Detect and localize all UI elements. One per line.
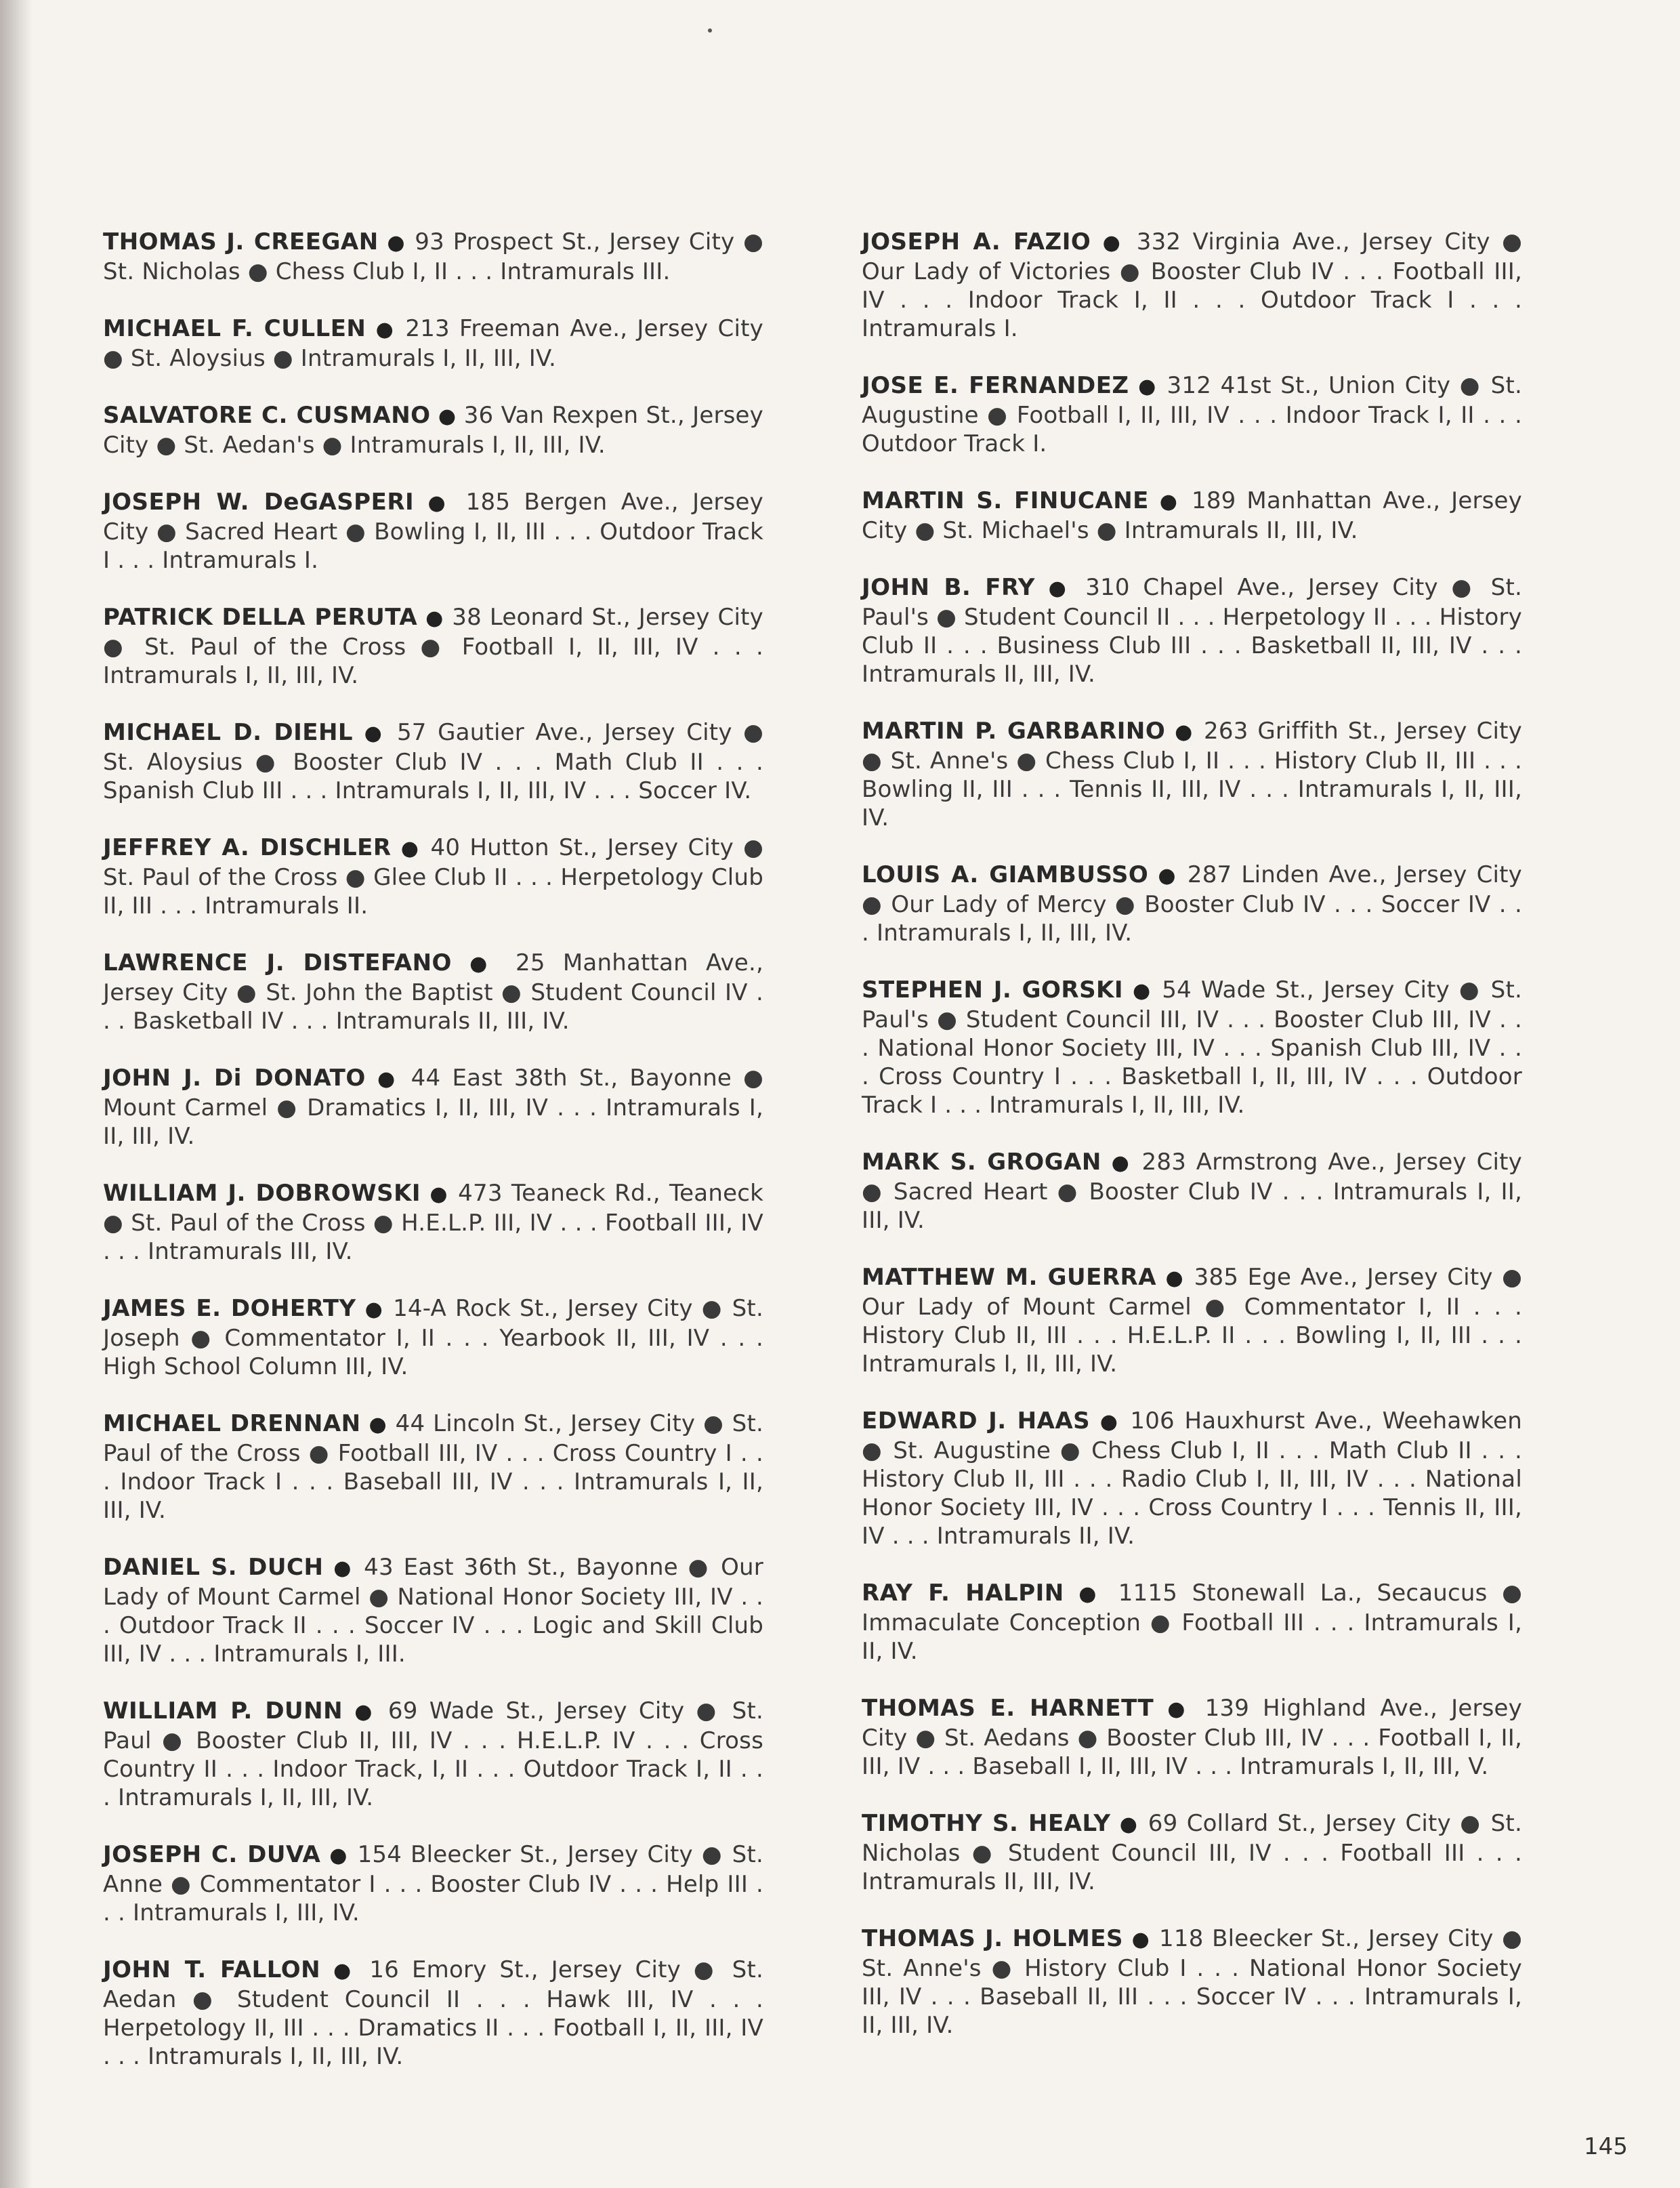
student-name: THOMAS J. HOLMES [862, 1925, 1124, 1952]
student-entry [862, 371, 1522, 458]
student-name: MICHAEL D. DIEHL [103, 719, 354, 746]
student-details: 69 Wade St., Jersey City ● St. Paul ● Booster Club II, III, IV . . . H.E.L.P. IV . . . Cross Country II . . . Indoor Track, I, II . . . Outdoor Track I, II . . . Intramurals I, II, III, IV. [103, 1697, 763, 1811]
student-name: WILLIAM J. DOBROWSKI [103, 1180, 421, 1207]
bullet-icon: ● [400, 837, 421, 861]
bullet-icon: ● [364, 1298, 385, 1321]
page-number: 145 [1584, 2133, 1628, 2160]
bullet-icon: ● [354, 1700, 377, 1724]
student-details: 40 Hutton St., Jersey City ● St. Paul of the Cross ● Glee Club II . . . Herpetology Club II, III . . . Intramurals II. [103, 834, 763, 920]
student-details: 310 Chapel Ave., Jersey City ● St. Paul's ● Student Council II . . . Herpetology II . . . History Club II . . . Business Club III . . . Basketball II, III, IV . . . Intramurals II, III, IV. [862, 574, 1522, 688]
bullet-icon: ● [387, 231, 406, 255]
student-details: 14-A Rock St., Jersey City ● St. Joseph ● Commentator I, II . . . Yearbook II, III, IV . . . High School Column III, IV. [103, 1295, 763, 1380]
student-name: STEPHEN J. GORSKI [862, 976, 1124, 1004]
student-entry [103, 314, 763, 373]
student-details: 287 Linden Ave., Jersey City ● Our Lady of Mercy ● Booster Club IV . . . Soccer IV . . . Intramurals I, II, III, IV. [862, 861, 1523, 947]
bullet-icon: ● [438, 405, 457, 428]
student-entry [103, 1409, 763, 1525]
student-entry [103, 1064, 763, 1151]
student-entry [862, 1148, 1522, 1235]
student-details: 263 Griffith St., Jersey City ● St. Anne's ● Chess Club I, II . . . History Club II, III . . . Bowling II, III . . . Tennis II, III, IV . . . Intramurals I, II, III, IV. [862, 718, 1522, 831]
bullet-icon: ● [377, 1067, 400, 1091]
student-entry [103, 488, 763, 575]
student-name: JEFFREY A. DISCHLER [103, 834, 392, 861]
bullet-icon: ● [369, 1413, 387, 1437]
bullet-icon: ● [1099, 1410, 1120, 1434]
student-details: 38 Leonard St., Jersey City ● St. Paul of the Cross ● Football I, II, III, IV . . . Intramurals I, II, III, IV. [103, 604, 763, 689]
student-details: 1115 Stonewall La., Secaucus ● Immaculate Conception ● Football III . . . Intramurals I, II, IV. [862, 1580, 1522, 1665]
student-details: 473 Teaneck Rd., Teaneck ● St. Paul of the Cross ● H.E.L.P. III, IV . . . Football III, IV . . . Intramurals III, IV. [103, 1180, 763, 1265]
student-entry [103, 401, 763, 459]
student-details: 44 Lincoln St., Jersey City ● St. Paul of the Cross ● Football III, IV . . . Cross Country I . . . Indoor Track I . . . Baseball III, IV . . . Intramurals I, II, III, IV. [103, 1410, 763, 1524]
student-name: MICHAEL DRENNAN [103, 1410, 361, 1437]
bullet-icon: ● [364, 722, 386, 745]
student-details: 213 Freeman Ave., Jersey City ● St. Aloysius ● Intramurals I, II, III, IV. [103, 315, 763, 372]
student-entry [103, 1294, 763, 1381]
student-entry [103, 1697, 763, 1812]
student-name: SALVATORE C. CUSMANO [103, 402, 431, 429]
student-name: MICHAEL F. CULLEN [103, 315, 366, 342]
bullet-icon: ● [1158, 864, 1178, 888]
student-entry [103, 228, 763, 286]
student-name: JOSE E. FERNANDEZ [862, 372, 1129, 399]
bullet-icon: ● [427, 491, 453, 515]
student-details: 54 Wade St., Jersey City ● St. Paul's ● Student Council III, IV . . . Booster Club III, IV . . . National Honor Society III, IV . . . Spanish Club III, IV . . . Cross Country I . . . Basketball I, II, III, IV . . . Outdoor Track I . . . Intramurals I, II, III, IV. [862, 976, 1522, 1119]
bullet-icon: ● [429, 1182, 449, 1206]
student-entry [103, 949, 763, 1035]
student-name: JOHN J. Di DONATO [103, 1065, 366, 1092]
paper-speck [708, 28, 712, 33]
student-entry [862, 1263, 1522, 1378]
student-entry [103, 1956, 763, 2071]
bullet-icon: ● [1175, 720, 1195, 744]
bullet-icon: ● [469, 952, 498, 976]
student-name: THOMAS E. HARNETT [862, 1695, 1154, 1722]
student-name: JAMES E. DOHERTY [103, 1295, 356, 1322]
student-entry [862, 228, 1522, 343]
student-name: DANIEL S. DUCH [103, 1554, 324, 1581]
student-name: LOUIS A. GIAMBUSSO [862, 861, 1149, 888]
student-details: 25 Manhattan Ave., Jersey City ● St. John the Baptist ● Student Council IV . . . Basketball IV . . . Intramurals II, III, IV. [103, 949, 763, 1035]
right-column [862, 228, 1522, 2068]
student-entry [862, 1694, 1522, 1781]
student-details: 332 Virginia Ave., Jersey City ● Our Lady of Victories ● Booster Club IV . . . Football III, IV . . . Indoor Track I, II . . . Outdoor Track I . . . Intramurals I. [862, 228, 1522, 342]
student-entry [103, 833, 763, 920]
student-name: JOHN T. FALLON [103, 1956, 321, 1983]
student-name: JOSEPH A. FAZIO [862, 228, 1091, 255]
student-name: JOSEPH C. DUVA [103, 1841, 321, 1868]
student-entry [862, 1809, 1522, 1896]
student-details: 189 Manhattan Ave., Jersey City ● St. Michael's ● Intramurals II, III, IV. [862, 487, 1522, 544]
student-entry [103, 1553, 763, 1668]
student-name: TIMOTHY S. HEALY [862, 1810, 1111, 1837]
bullet-icon: ● [1102, 231, 1125, 255]
binding-shadow [0, 0, 33, 2188]
student-details: 44 East 38th St., Bayonne ● Mount Carmel ● Dramatics I, II, III, IV . . . Intramurals I, II, III, IV. [103, 1065, 763, 1150]
student-entry [103, 718, 763, 805]
bullet-icon: ● [1165, 1266, 1185, 1290]
bullet-icon: ● [1078, 1582, 1104, 1606]
student-details: 106 Hauxhurst Ave., Weehawken ● St. Augustine ● Chess Club I, II . . . Math Club II . . . History Club II, III . . . Radio Club I, II, III, IV . . . National Honor Society III, IV . . . Cross Country I . . . Tennis II, III, IV . . . Intramurals II, IV. [862, 1407, 1522, 1550]
student-name: MARTIN P. GARBARINO [862, 718, 1166, 745]
student-details: 69 Collard St., Jersey City ● St. Nicholas ● Student Council III, IV . . . Football III . . . Intramurals II, III, IV. [862, 1810, 1522, 1895]
student-details: 43 East 36th St., Bayonne ● Our Lady of Mount Carmel ● National Honor Society III, IV . . . Outdoor Track II . . . Soccer IV . . . Logic and Skill Club III, IV . . . Intramurals I, III. [103, 1554, 763, 1668]
student-details: 93 Prospect St., Jersey City ● St. Nicholas ● Chess Club I, II . . . Intramurals III. [103, 228, 763, 285]
bullet-icon: ● [1138, 375, 1158, 398]
bullet-icon: ● [1159, 490, 1181, 514]
student-name: MARK S. GROGAN [862, 1149, 1101, 1176]
student-entry [862, 1407, 1522, 1550]
bullet-icon: ● [425, 606, 444, 630]
student-details: 16 Emory St., Jersey City ● St. Aedan ● Student Council II . . . Hawk III, IV . . . Herpetology II, III . . . Dramatics II . . . Football I, II, III, IV . . . Intramurals I, II, III, IV. [103, 1956, 763, 2070]
student-name: WILLIAM P. DUNN [103, 1697, 343, 1725]
student-entry [862, 717, 1522, 832]
student-entry [862, 573, 1522, 688]
student-name: MATTHEW M. GUERRA [862, 1264, 1157, 1291]
student-details: 312 41st St., Union City ● St. Augustine ● Football I, II, III, IV . . . Indoor Track I, II . . . Outdoor Track I. [862, 372, 1522, 457]
bullet-icon: ● [333, 1959, 357, 1983]
bullet-icon: ● [1131, 1928, 1151, 1952]
student-details: 154 Bleecker St., Jersey City ● St. Anne ● Commentator I . . . Booster Club IV . . . Help III . . . Intramurals I, III, IV. [103, 1841, 763, 1926]
student-name: EDWARD J. HAAS [862, 1407, 1091, 1434]
student-details: 118 Bleecker St., Jersey City ● St. Anne's ● History Club I . . . National Honor Society III, IV . . . Baseball II, III . . . Soccer IV . . . Intramurals I, II, III, IV. [862, 1925, 1522, 2039]
student-name: JOSEPH W. DeGASPERI [103, 489, 415, 516]
student-name: JOHN B. FRY [862, 574, 1035, 601]
student-entry [862, 861, 1522, 947]
student-details: 283 Armstrong Ave., Jersey City ● Sacred Heart ● Booster Club IV . . . Intramurals I, II, III, IV. [862, 1149, 1523, 1234]
student-details: 57 Gautier Ave., Jersey City ● St. Aloysius ● Booster Club IV . . . Math Club II . . . Spanish Club III . . . Intramurals I, II, III, IV . . . Soccer IV. [103, 719, 763, 804]
bullet-icon: ● [329, 1844, 349, 1867]
student-name: MARTIN S. FINUCANE [862, 487, 1149, 514]
student-entry [103, 603, 763, 690]
bullet-icon: ● [375, 318, 396, 342]
student-name: RAY F. HALPIN [862, 1580, 1064, 1607]
student-name: THOMAS J. CREEGAN [103, 228, 379, 255]
bullet-icon: ● [1167, 1697, 1192, 1721]
bullet-icon: ● [1111, 1151, 1132, 1175]
student-name: LAWRENCE J. DISTEFANO [103, 949, 452, 976]
bullet-icon: ● [1048, 577, 1072, 600]
student-entry [862, 1924, 1522, 2040]
student-details: 139 Highland Ave., Jersey City ● St. Aedans ● Booster Club III, IV . . . Football I, II, III, IV . . . Baseball I, II, III, IV . . . Intramurals I, II, III, V. [862, 1695, 1522, 1780]
student-details: 185 Bergen Ave., Jersey City ● Sacred Heart ● Bowling I, II, III . . . Outdoor Track I . . . Intramurals I. [103, 489, 763, 574]
bullet-icon: ● [1119, 1813, 1139, 1836]
student-entry [103, 1840, 763, 1927]
student-details: 385 Ege Ave., Jersey City ● Our Lady of Mount Carmel ● Commentator I, II . . . History Club II, III . . . H.E.L.P. II . . . Bowling I, II, III . . . Intramurals I, II, III, IV. [862, 1264, 1522, 1378]
student-entry [862, 976, 1522, 1119]
bullet-icon: ● [1133, 979, 1153, 1003]
student-details: 36 Van Rexpen St., Jersey City ● St. Aedan's ● Intramurals I, II, III, IV. [103, 402, 763, 459]
student-entry [103, 1179, 763, 1266]
bullet-icon: ● [333, 1556, 354, 1580]
student-entry [862, 1579, 1522, 1666]
student-name: PATRICK DELLA PERUTA [103, 604, 418, 631]
student-entry [862, 487, 1522, 545]
left-column [103, 228, 763, 2099]
